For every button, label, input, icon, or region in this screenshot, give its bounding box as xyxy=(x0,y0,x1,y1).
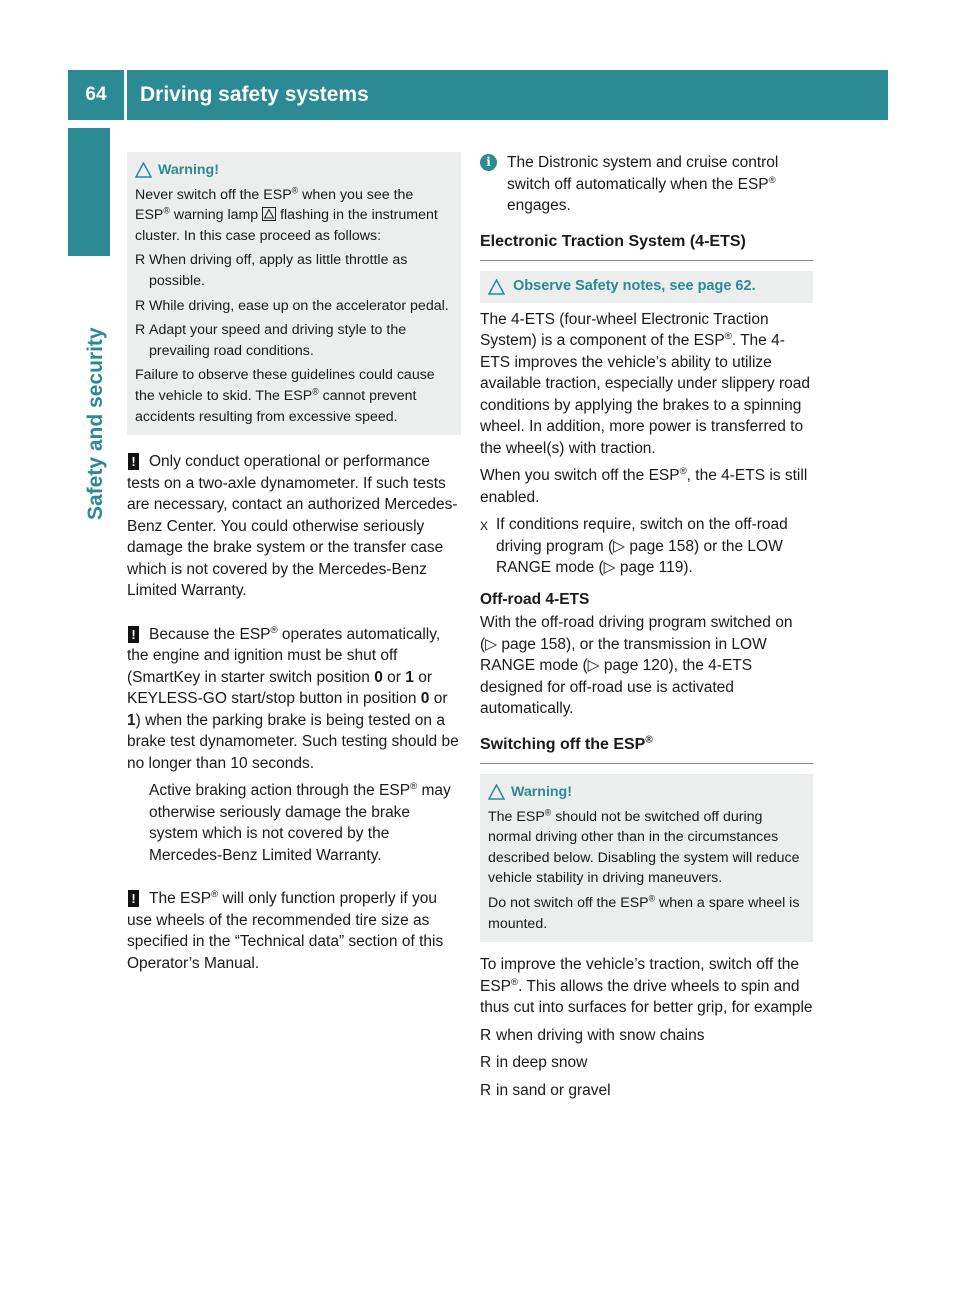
offroad-paragraph: With the off-road driving program switched on (▷ page 158), or the transmission in LOW RANGE mode (▷ page 120), the 4-ETS designed for off-road use is activated automatically. xyxy=(480,614,793,717)
header-divider xyxy=(124,70,127,120)
ets-paragraph-2: When you switch off the ESP®, the 4-ETS is still enabled. xyxy=(480,465,808,506)
note-text: Only conduct operational or performance tests on a two-axle dynamometer. If such tests are necessary, contact an authorized Mercedes-Benz Center. You could otherwise seriously damage the brake system or the transfer case which is not covered by the Mercedes-Benz Limited Warranty. xyxy=(127,453,458,600)
ets-step xyxy=(480,514,813,579)
warning-title: Warning! xyxy=(511,784,572,800)
esp-warning-lamp-icon xyxy=(262,207,276,221)
warning-box xyxy=(127,152,461,435)
left-column xyxy=(127,152,461,980)
list-item: R in deep snow xyxy=(480,1054,588,1072)
side-tab-box xyxy=(68,128,110,256)
note-tire-size xyxy=(127,888,461,980)
side-tab-label: Safety and security xyxy=(84,327,107,520)
improve-paragraph: To improve the vehicle’s traction, switch off the ESP®. This allows the drive wheels to spin and thus cut into surfaces for better grip, for example xyxy=(480,956,813,1017)
ets-heading: Electronic Traction System (4-ETS) xyxy=(480,231,813,262)
exclamation-icon: ! xyxy=(128,890,139,907)
note-brake-test xyxy=(127,624,461,873)
warning-triangle-icon xyxy=(135,162,152,178)
warning-header xyxy=(488,782,803,803)
note-dynamometer xyxy=(127,451,461,608)
warning-text: The ESP® should not be switched off during normal driving other than in the circumstances described below. Disabling the system will reduce vehicle stability in driving maneuvers. xyxy=(488,806,800,887)
warning-title: Warning! xyxy=(158,162,219,178)
offroad-heading: Off-road 4-ETS xyxy=(480,590,590,608)
warning-bullet: R While driving, ease up on the accelerator pedal. xyxy=(135,297,449,314)
right-column xyxy=(480,152,813,1107)
info-icon: i xyxy=(480,154,497,171)
step-text: If conditions require, switch on the off-road driving program (▷ page 158) or the LOW RANGE mode (▷ page 119). xyxy=(496,516,788,576)
note-text-2: Active braking action through the ESP® may otherwise seriously damage the brake system which is not covered by the Mercedes-Benz Limited Warranty. xyxy=(149,780,451,864)
warning-triangle-icon xyxy=(488,279,505,295)
section-title: Driving safety systems xyxy=(140,83,369,106)
warning-triangle-icon xyxy=(488,784,505,800)
warning-header xyxy=(135,160,451,181)
list-item: R in sand or gravel xyxy=(480,1081,611,1099)
info-note xyxy=(480,152,813,217)
list-item: R when driving with snow chains xyxy=(480,1026,705,1044)
ets-paragraph: The 4-ETS (four-wheel Electronic Traction System) is a component of the ESP®. The 4-ETS improves the vehicle’s ability to utilize available traction, especially under slippery road conditions by applying the brakes to a spinning wheel. In addition, more power is transferred to the wheel(s) with traction. xyxy=(480,310,810,457)
note-text: Because the ESP® operates automatically, the engine and ignition must be shut off (SmartKey in starter switch position 0 or 1 or KEYLESS-GO start/stop button in position 0 or 1) when the parking brake is being tested on a brake test dynamometer. Such testing should be no longer than 10 seconds. xyxy=(127,624,459,772)
warning-footer: Failure to observe these guidelines could cause the vehicle to skid. The ESP® cannot prevent accidents resulting from excessive speed. xyxy=(135,367,435,425)
switch-off-heading: Switching off the ESP® xyxy=(480,734,813,765)
page-number: 64 xyxy=(85,84,107,105)
step-arrow-icon: X xyxy=(480,519,489,533)
safety-note-text: Observe Safety notes, see page 62. xyxy=(513,278,756,294)
exclamation-icon: ! xyxy=(128,626,139,643)
warning-intro: Never switch off the ESP® when you see the ESP® warning lamp flashing in the instrument cluster. In this case proceed as follows: xyxy=(135,184,438,244)
warning-bullet: R Adapt your speed and driving style to the prevailing road conditions. xyxy=(135,322,407,359)
safety-note xyxy=(480,271,813,303)
warning-box-2 xyxy=(480,774,813,942)
info-text: The Distronic system and cruise control switch off automatically when the ESP® engages. xyxy=(507,154,779,214)
warning-text-2: Do not switch off the ESP® when a spare wheel is mounted. xyxy=(488,893,800,932)
warning-bullet: R When driving off, apply as little throttle as possible. xyxy=(135,252,408,289)
side-tab xyxy=(80,260,110,520)
note-text: The ESP® will only function properly if you use wheels of the recommended tire size as specified in the “Technical data” section of this Operator’s Manual. xyxy=(127,888,444,972)
exclamation-icon: ! xyxy=(128,453,139,470)
